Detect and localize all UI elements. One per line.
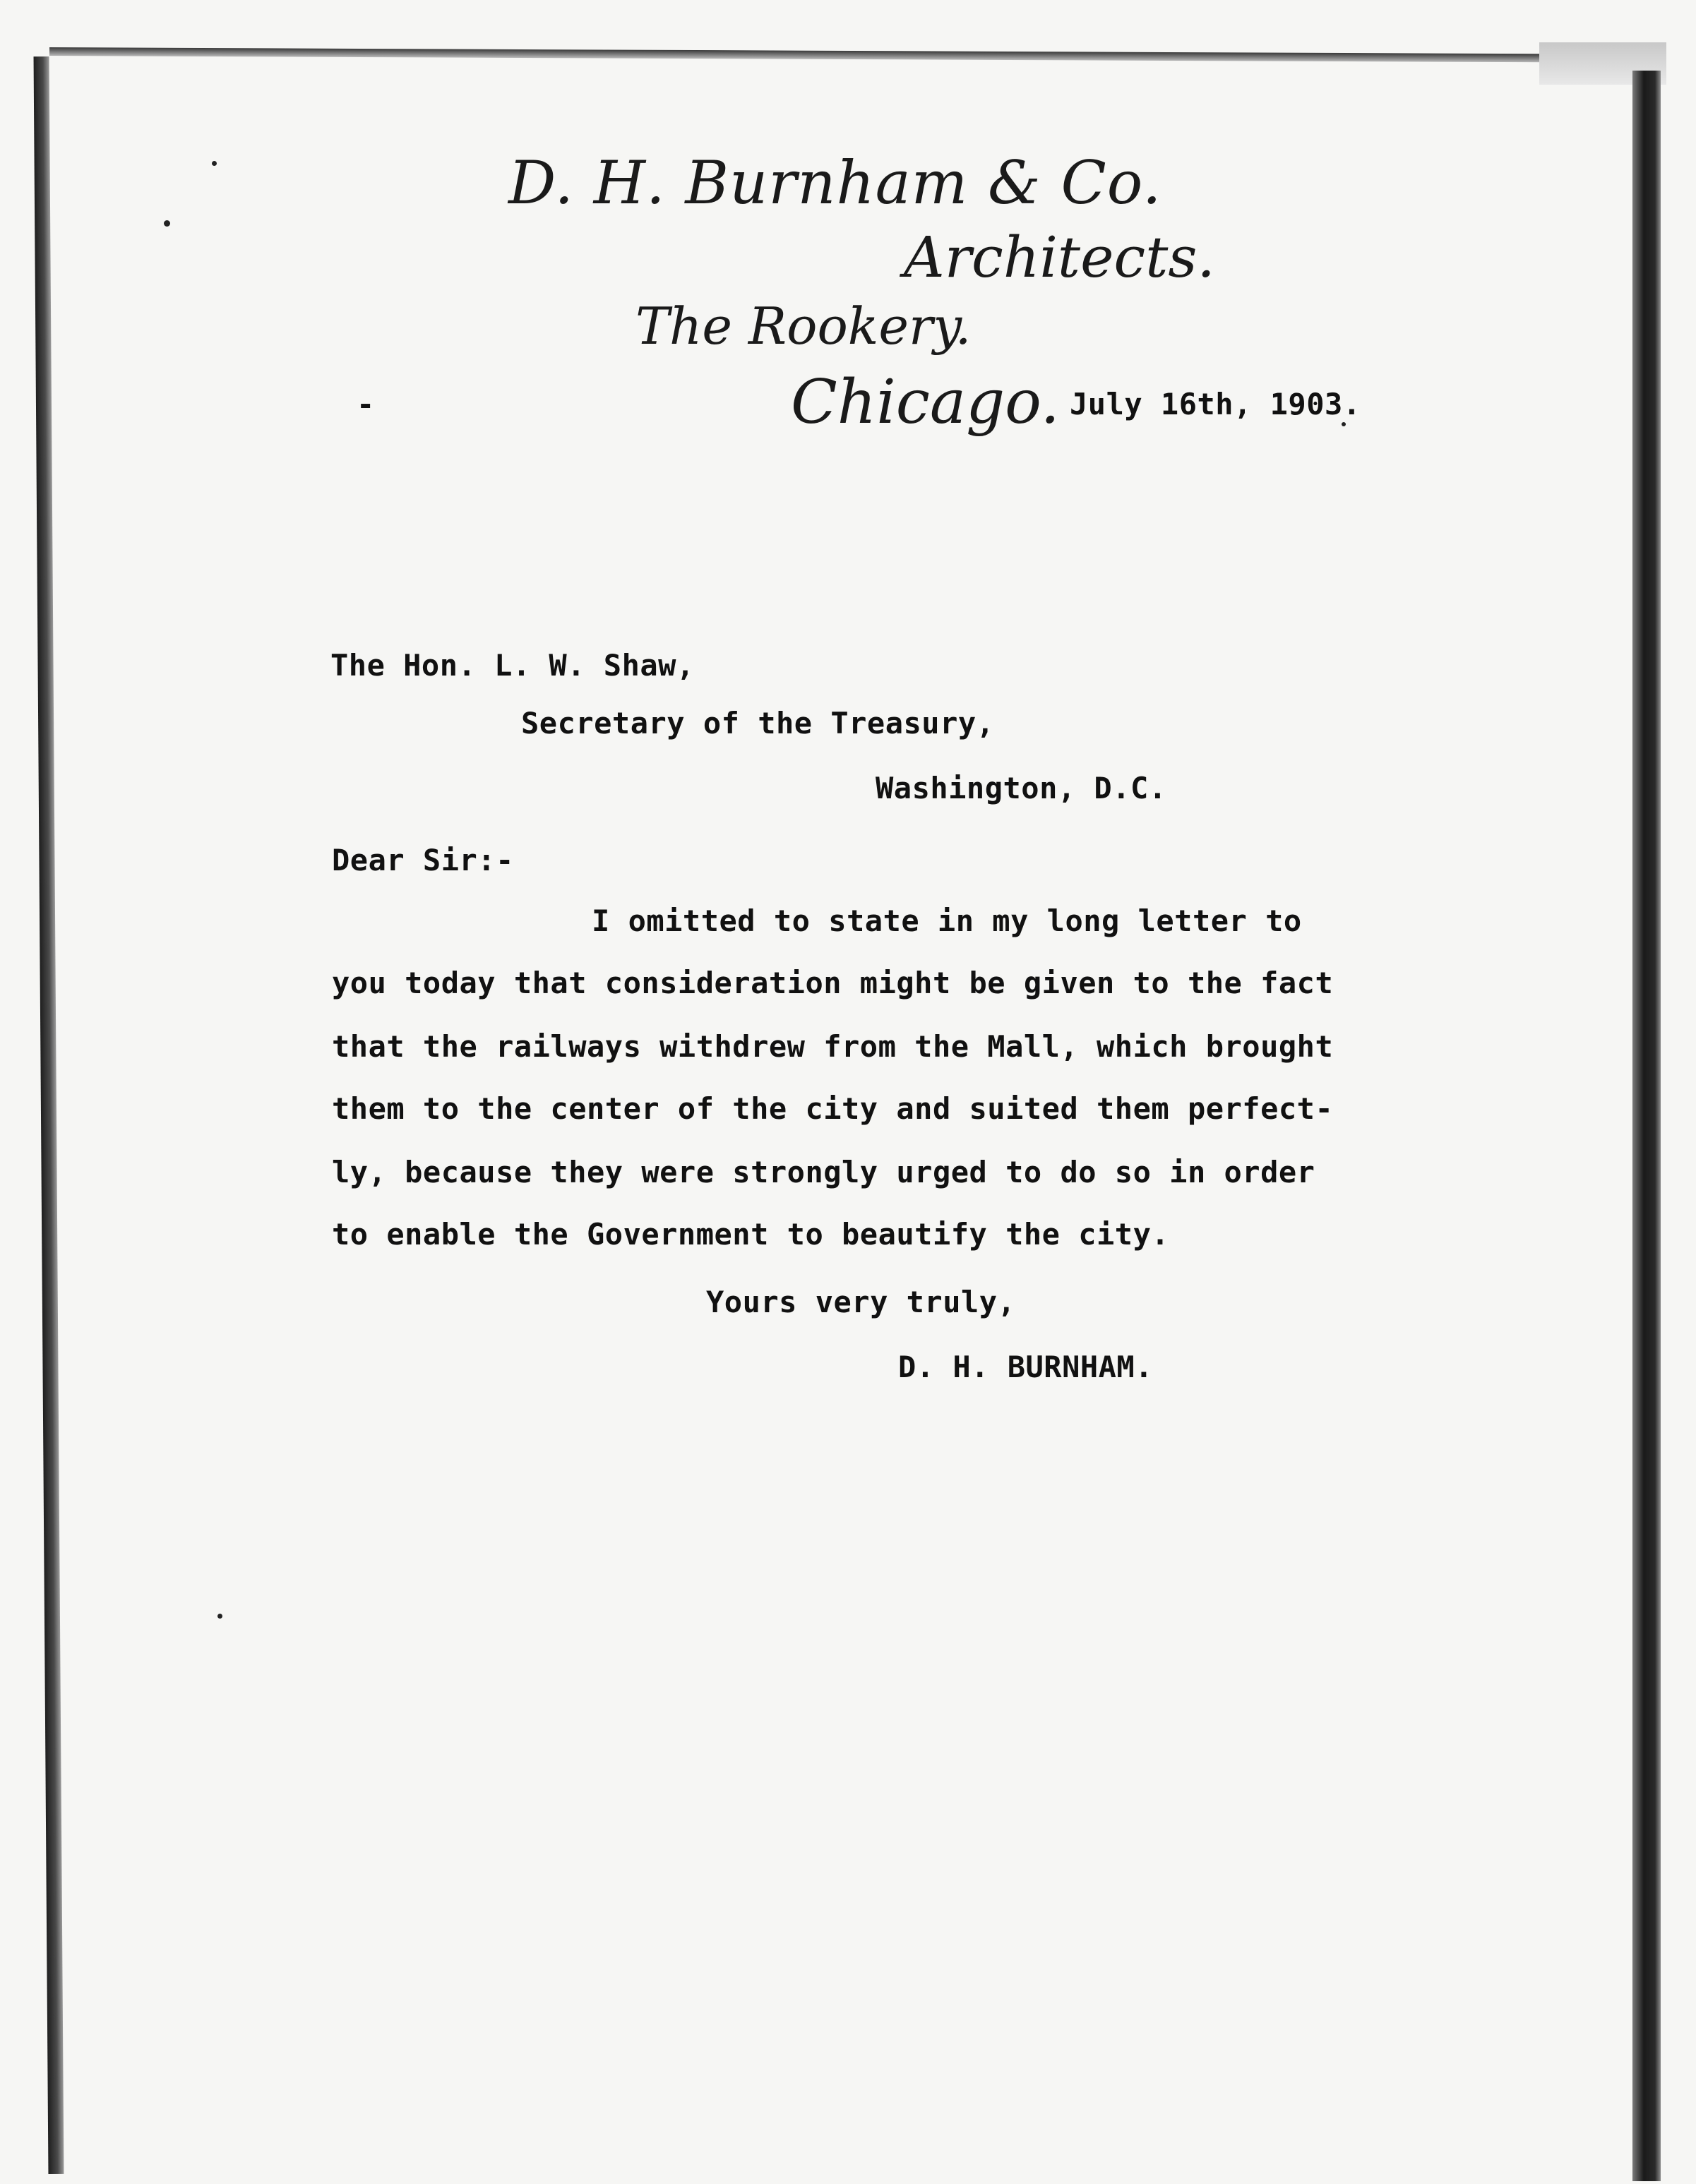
recipient-title: Secretary of the Treasury,: [521, 706, 995, 740]
ink-speck: [212, 161, 217, 166]
body-line: them to the center of the city and suited them perfect-: [332, 1091, 1334, 1126]
ink-speck: [217, 1614, 222, 1619]
letterhead-city: Chicago.: [791, 367, 1060, 438]
recipient-location: Washington, D.C.: [876, 771, 1167, 805]
closing: Yours very truly,: [706, 1285, 1016, 1319]
scan-edge-left: [34, 56, 64, 2174]
letter-date: July 16th, 1903.: [1070, 387, 1361, 421]
letterhead-building: The Rookery.: [635, 296, 972, 356]
letterhead-profession: Architects.: [904, 224, 1215, 290]
body-line: that the railways withdrew from the Mall, which brought: [332, 1029, 1334, 1064]
body-line: ly, because they were strongly urged to do so in order: [332, 1155, 1315, 1189]
body-line: I omitted to state in my long letter to: [592, 904, 1302, 938]
scan-edge-right: [1632, 71, 1661, 2181]
body-line: you today that consideration might be given to the fact: [332, 966, 1334, 1000]
recipient-name: The Hon. L. W. Shaw,: [330, 648, 695, 683]
scan-edge-top: [49, 47, 1652, 63]
salutation: Dear Sir:-: [332, 843, 514, 877]
ink-speck: [1342, 422, 1346, 426]
ink-speck: [164, 220, 170, 227]
typed-dash: -: [357, 387, 375, 421]
letterhead-firm: D. H. Burnham & Co.: [508, 148, 1162, 217]
body-line: to enable the Government to beautify the city.: [332, 1217, 1170, 1252]
signature: D. H. BURNHAM.: [898, 1350, 1154, 1384]
